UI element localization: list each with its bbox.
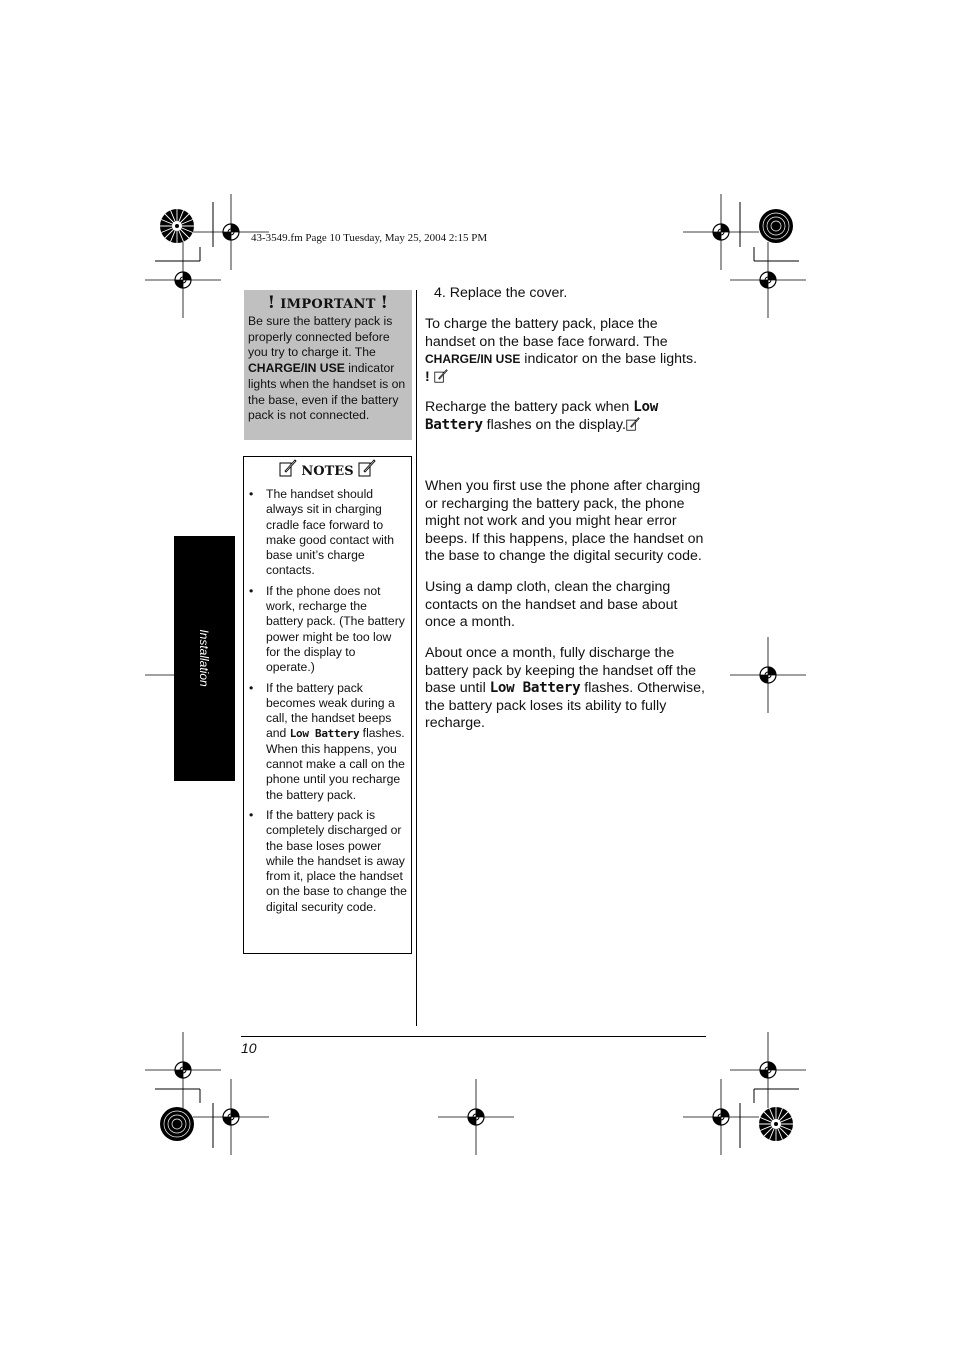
indicator-name: CHARGE/IN USE — [248, 361, 345, 376]
side-tab-label: Installation — [197, 629, 211, 687]
important-title-text: IMPORTANT — [280, 297, 376, 312]
note-pencil-icon — [626, 417, 640, 431]
notes-list — [244, 487, 411, 920]
column-divider — [416, 290, 417, 1026]
note-pencil-icon — [358, 459, 376, 477]
first-use-paragraph: When you first use the phone after charging or recharging the battery pack, the phone might not work and you might hear error beeps. If this happens, place the handset on the base to change the digital security code. — [425, 478, 704, 564]
list-item: • If the battery pack is completely discharged or the base loses power while the handset is away from it, place the handset on the base to change the digital security code. — [249, 807, 407, 914]
list-item: • If the battery pack becomes weak during a call, the handset beeps and Low Battery flashes. When this happens, you cannot make a call on the phone until you recharge the battery pack. — [249, 680, 405, 802]
discharge-paragraph: About once a month, fully discharge the battery pack by keeping the handset off the base until Low Battery flashes. Otherwise, the battery pack loses its ability to fully recharge. — [425, 645, 705, 731]
page-number: 10 — [241, 1040, 257, 1056]
indicator-name: CHARGE/IN USE — [425, 352, 521, 366]
notes-callout — [243, 456, 412, 954]
notes-title: NOTES — [244, 459, 411, 479]
lcd-text: Low Battery — [289, 727, 360, 741]
important-title — [244, 293, 412, 313]
list-item: • The handset should always sit in charging cradle face forward to make good contact with base unit’s charge contacts. — [249, 487, 395, 578]
step-4: 4. Replace the cover. — [434, 285, 568, 301]
footer-rule — [241, 1036, 706, 1037]
exclamation-icon: ! — [425, 368, 430, 385]
exclamation-icon: ! — [380, 293, 389, 313]
important-callout — [244, 290, 412, 440]
list-item: • If the phone does not work, recharge the battery pack. (The battery power might be too low for the display to operate.) — [249, 583, 405, 675]
cleaning-paragraph: Using a damp cloth, clean the charging contacts on the handset and base about once a month. — [425, 579, 678, 630]
charge-paragraph: To charge the battery pack, place the handset on the base face forward. The CHARGE/IN USE indicator on the base lights. ! — [425, 316, 698, 385]
note-pencil-icon — [434, 369, 448, 383]
important-body: Be sure the battery pack is properly connected before you try to charge it. The CHARGE/IN USE indicator lights when the handset is on the base, even if the battery pack is not connected. — [248, 314, 406, 423]
file-header: 43-3549.fm Page 10 Tuesday, May 25, 2004 2:15 PM — [251, 232, 488, 244]
exclamation-icon: ! — [267, 293, 276, 313]
lcd-text: Low Battery — [425, 399, 658, 433]
note-pencil-icon — [279, 459, 297, 477]
recharge-paragraph: Recharge the battery pack when Low Battery flashes on the display. — [425, 399, 658, 433]
lcd-text: Low Battery — [489, 680, 581, 696]
